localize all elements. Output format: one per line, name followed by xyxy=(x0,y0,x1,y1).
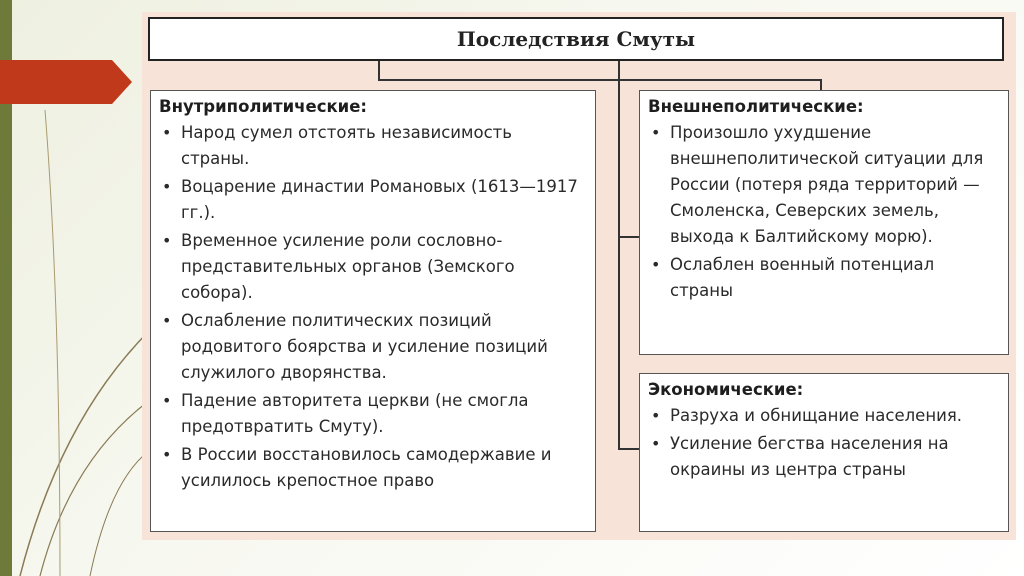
list-item: • Произошло ухудшение внешнеполитической ситуации для России (потеря ряда территорий — Смоленска, Северских земель, выхода к Балтийскому морю). xyxy=(648,120,998,250)
list-item: • Разруха и обнищание населения. xyxy=(648,403,998,429)
connector-line xyxy=(820,79,822,90)
arrow-marker-icon xyxy=(0,60,132,104)
list-item: • В России восстановилось самодержавие и усилилось крепостное право xyxy=(159,442,585,494)
economic-list xyxy=(648,403,998,483)
diagram-panel xyxy=(142,12,1016,540)
foreign-heading: Внешнеполитические: xyxy=(648,97,864,116)
page-title: Последствия Смуты xyxy=(148,17,1004,61)
list-item: • Воцарение династии Романовых (1613—1917 гг.). xyxy=(159,174,585,226)
internal-heading: Внутриполитические: xyxy=(159,97,368,116)
connector-line xyxy=(618,448,639,450)
list-item: • Народ сумел отстоять независимость страны. xyxy=(159,120,585,172)
list-item: • Падение авторитета церкви (не смогла предотвратить Смуту). xyxy=(159,388,585,440)
connector-line xyxy=(378,79,820,81)
foreign-consequences-box xyxy=(639,90,1009,355)
connector-line xyxy=(378,61,380,79)
foreign-list xyxy=(648,120,998,304)
economic-heading: Экономические: xyxy=(648,380,804,399)
list-item: • Усиление бегства населения на окраины из центра страны xyxy=(648,431,998,483)
list-item: • Ослабление политических позиций родовитого боярства и усиление позиций служилого дворянства. xyxy=(159,308,585,386)
list-item: • Ослаблен военный потенциал страны xyxy=(648,252,998,304)
connector-line xyxy=(618,61,620,449)
internal-list xyxy=(159,120,585,494)
internal-consequences-box xyxy=(150,90,596,532)
list-item: • Временное усиление роли сословно-представительных органов (Земского собора). xyxy=(159,228,585,306)
economic-consequences-box xyxy=(639,373,1009,532)
connector-line xyxy=(618,236,639,238)
